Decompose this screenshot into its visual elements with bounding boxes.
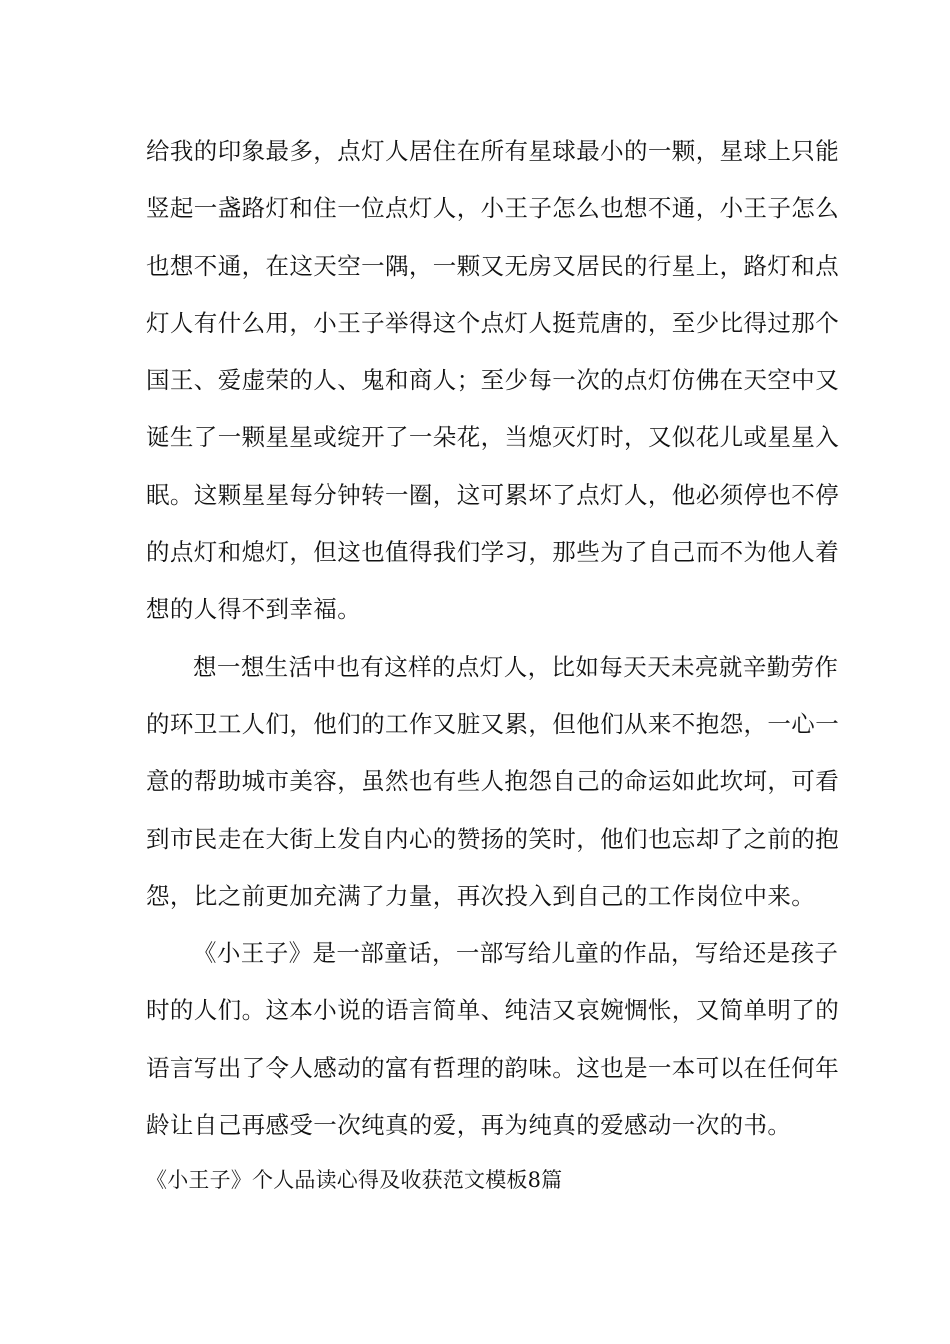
text-line: 想一想生活中也有这样的点灯人，比如每天天未亮就辛勤劳作	[193, 652, 839, 681]
text-line: 灯人有什么用，小王子举得这个点灯人挺荒唐的，至少比得过那个	[146, 308, 840, 337]
text-line: 想的人得不到幸福。	[146, 595, 362, 624]
text-line: 《小王子》是一部童话，一部写给儿童的作品，写给还是孩子	[193, 939, 839, 968]
section-heading: 《小王子》个人品读心得及收获范文模板8篇	[146, 1168, 563, 1192]
text-line: 国王、爱虚荣的人、鬼和商人；至少每一次的点灯仿佛在天空中又	[146, 366, 840, 395]
text-line: 竖起一盏路灯和住一位点灯人，小王子怎么也想不通，小王子怎么	[146, 194, 840, 223]
text-line: 时的人们。这本小说的语言简单、纯洁又哀婉惆怅，又简单明了的	[146, 996, 840, 1025]
text-line: 怨，比之前更加充满了力量，再次投入到自己的工作岗位中来。	[146, 881, 816, 910]
text-line: 给我的印象最多，点灯人居住在所有星球最小的一颗，星球上只能	[146, 137, 840, 165]
text-line: 到市民走在大街上发自内心的赞扬的笑时，他们也忘却了之前的抱	[146, 824, 840, 853]
text-line: 语言写出了令人感动的富有哲理的韵味。这也是一本可以在任何年	[146, 1053, 840, 1082]
document-body	[146, 128, 840, 1159]
text-line: 的点灯和熄灯，但这也值得我们学习，那些为了自己而不为他人着	[146, 538, 840, 567]
text-line: 也想不通，在这天空一隅，一颗又无房又居民的行星上，路灯和点	[146, 251, 840, 280]
text-line: 眠。这颗星星每分钟转一圈，这可累坏了点灯人，他必须停也不停	[146, 480, 840, 509]
text-line: 龄让自己再感受一次纯真的爱，再为纯真的爱感动一次的书。	[146, 1111, 792, 1140]
text-line: 诞生了一颗星星或绽开了一朵花，当熄灭灯时，又似花儿或星星入	[146, 423, 840, 452]
text-line: 意的帮助城市美容，虽然也有些人抱怨自己的命运如此坎坷，可看	[146, 767, 840, 796]
text-line: 的环卫工人们，他们的工作又脏又累，但他们从来不抱怨，一心一	[146, 709, 840, 738]
